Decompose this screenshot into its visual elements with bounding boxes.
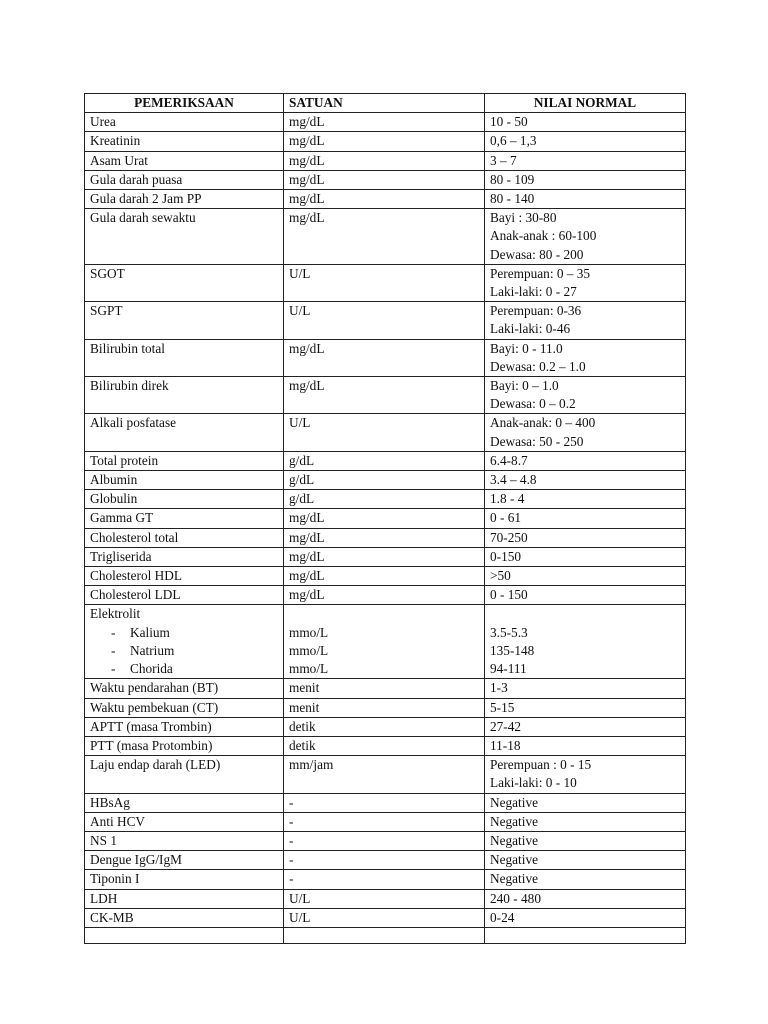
unit-cell (284, 698, 485, 717)
unit-cell-line: mg/dL (289, 340, 325, 356)
normal-value-cell-line: 1.8 - 4 (490, 491, 525, 507)
test-name-cell (85, 851, 284, 870)
sub-item (90, 642, 283, 660)
normal-value-cell-line: 80 - 109 (490, 171, 535, 187)
lab-reference-table (84, 93, 686, 944)
normal-value-cell-line: Laki-laki: 0 - 10 (490, 775, 577, 791)
normal-value-cell-line: Dewasa: 0.2 – 1.0 (490, 358, 586, 374)
normal-value-cell-line: 1-3 (490, 680, 508, 696)
normal-value-cell (485, 490, 686, 509)
test-name-cell (85, 567, 284, 586)
normal-value-cell-line: >50 (490, 568, 511, 584)
unit-cell (284, 377, 485, 414)
unit-cell-line: menit (289, 699, 320, 715)
normal-value-cell (485, 567, 686, 586)
unit-cell (284, 190, 485, 209)
normal-value-cell-line: 94-111 (490, 661, 527, 677)
test-name-cell (85, 793, 284, 812)
unit-cell-line: mm/jam (289, 757, 334, 773)
test-name-cell (85, 889, 284, 908)
test-name-cell (85, 736, 284, 755)
normal-value-cell (485, 605, 686, 679)
unit-cell-line: mg/dL (289, 152, 325, 168)
normal-value-cell (485, 756, 686, 793)
test-name-cell (85, 132, 284, 151)
test-name-cell-line: Gamma GT (90, 510, 154, 526)
normal-value-cell (485, 851, 686, 870)
test-name-cell-line: Trigliserida (90, 548, 152, 564)
unit-cell (284, 736, 485, 755)
test-name-cell (85, 509, 284, 528)
empty-cell (284, 927, 485, 943)
test-name-cell-line: Cholesterol total (90, 529, 179, 545)
test-name-cell-line: NS 1 (90, 832, 117, 848)
test-name-cell (85, 908, 284, 927)
sub-item (90, 660, 283, 678)
unit-cell-line: - (289, 794, 294, 810)
empty-cell (85, 927, 284, 943)
test-name-cell (85, 170, 284, 189)
test-name-cell-line: Asam Urat (90, 152, 148, 168)
normal-value-cell-line: Laki-laki: 0-46 (490, 321, 571, 337)
table-row (85, 509, 686, 528)
normal-value-cell-line: 70-250 (490, 529, 528, 545)
unit-cell-line: mg/dL (289, 133, 325, 149)
test-name-cell (85, 113, 284, 132)
normal-value-cell-line: 135-148 (490, 642, 535, 658)
normal-value-cell-line (490, 605, 685, 623)
normal-value-cell (485, 509, 686, 528)
table-row (85, 528, 686, 547)
normal-value-cell-line: Anak-anak: 0 – 400 (490, 415, 596, 431)
table-row (85, 209, 686, 265)
unit-cell (284, 908, 485, 927)
test-name-cell-line: SGOT (90, 265, 125, 281)
unit-cell-line: U/L (289, 303, 311, 319)
normal-value-cell-line: 3.4 – 4.8 (490, 472, 537, 488)
table-body (85, 113, 686, 944)
normal-value-cell (485, 209, 686, 265)
sub-item-label: Chorida (130, 661, 173, 677)
test-name-cell (85, 756, 284, 793)
normal-value-cell-line: 27-42 (490, 718, 522, 734)
unit-cell (284, 113, 485, 132)
unit-cell-line: mg/dL (289, 529, 325, 545)
normal-value-cell-line: Negative (490, 832, 538, 848)
normal-value-cell (485, 717, 686, 736)
test-name-cell (85, 547, 284, 566)
table-row (85, 698, 686, 717)
normal-value-cell-line: 0 - 150 (490, 587, 528, 603)
normal-value-cell (485, 831, 686, 850)
normal-value-cell-line: Bayi : 30-80 (490, 210, 557, 226)
empty-row (85, 927, 686, 943)
unit-cell-line: mg/dL (289, 510, 325, 526)
table-header-row (85, 94, 686, 113)
unit-cell-line: - (289, 852, 294, 868)
test-name-cell (85, 190, 284, 209)
test-name-cell (85, 870, 284, 889)
table-row (85, 151, 686, 170)
unit-cell (284, 302, 485, 339)
normal-value-cell-line: Negative (490, 813, 538, 829)
unit-cell-line: mg/dL (289, 587, 325, 603)
table-row (85, 793, 686, 812)
normal-value-cell-line: Perempuan: 0-36 (490, 303, 582, 319)
test-name-cell (85, 151, 284, 170)
table-row (85, 190, 686, 209)
test-name-cell (85, 528, 284, 547)
normal-value-cell (485, 471, 686, 490)
table-row (85, 851, 686, 870)
test-name-cell (85, 302, 284, 339)
normal-value-cell-line: 0-24 (490, 909, 515, 925)
unit-cell (284, 528, 485, 547)
test-name-cell (85, 831, 284, 850)
table-row (85, 908, 686, 927)
unit-cell-line: mmo/L (289, 624, 329, 640)
unit-cell-line: mmo/L (289, 661, 329, 677)
normal-value-cell-line: 11-18 (490, 737, 521, 753)
table-row (85, 302, 686, 339)
unit-cell-line: mg/dL (289, 548, 325, 564)
sub-item-label: Natrium (130, 642, 175, 658)
test-name-cell-line: Waktu pendarahan (BT) (90, 680, 219, 696)
test-name-cell-line: Total protein (90, 452, 159, 468)
sub-item (90, 624, 283, 642)
normal-value-cell (485, 889, 686, 908)
normal-value-cell-line: 240 - 480 (490, 890, 541, 906)
normal-value-cell (485, 908, 686, 927)
table-row (85, 113, 686, 132)
table-row (85, 756, 686, 793)
normal-value-cell (485, 132, 686, 151)
unit-cell-line: g/dL (289, 452, 315, 468)
test-name-cell (85, 339, 284, 376)
normal-value-cell (485, 547, 686, 566)
normal-value-cell (485, 339, 686, 376)
unit-cell-line: U/L (289, 909, 311, 925)
unit-cell-line: mmo/L (289, 642, 329, 658)
table-row (85, 567, 686, 586)
unit-cell (284, 717, 485, 736)
unit-cell (284, 509, 485, 528)
table-row (85, 170, 686, 189)
header-nilai-normal: NILAI NORMAL (485, 94, 686, 113)
test-name-cell (85, 414, 284, 451)
normal-value-cell (485, 414, 686, 451)
unit-cell (284, 414, 485, 451)
test-name-cell (85, 698, 284, 717)
test-name-cell-line: Cholesterol HDL (90, 568, 182, 584)
unit-cell-line (289, 605, 484, 623)
test-name-cell-line: Anti HCV (90, 813, 146, 829)
unit-cell-line: mg/dL (289, 378, 325, 394)
normal-value-cell (485, 113, 686, 132)
normal-value-cell (485, 302, 686, 339)
test-name-cell (85, 586, 284, 605)
unit-cell (284, 605, 485, 679)
unit-cell (284, 793, 485, 812)
normal-value-cell-line: Bayi: 0 - 11.0 (490, 340, 563, 356)
test-name-cell (85, 679, 284, 698)
header-pemeriksaan: PEMERIKSAAN (85, 94, 284, 113)
normal-value-cell-line: Negative (490, 871, 538, 887)
test-name-cell-line: Alkali posfatase (90, 415, 177, 431)
test-name-cell-line: Bilirubin direk (90, 378, 169, 394)
normal-value-cell-line: Dewasa: 50 - 250 (490, 433, 584, 449)
test-name-cell-line: PTT (masa Protombin) (90, 737, 213, 753)
test-name-cell-line: Laju endap darah (LED) (90, 757, 221, 773)
unit-cell (284, 679, 485, 698)
test-name-cell-line: Albumin (90, 472, 138, 488)
test-name-cell (85, 209, 284, 265)
table-row (85, 547, 686, 566)
unit-cell (284, 870, 485, 889)
table-row (85, 605, 686, 679)
test-name-cell-line: HBsAg (90, 794, 130, 810)
normal-value-cell-line: Negative (490, 852, 538, 868)
table-row (85, 586, 686, 605)
unit-cell (284, 889, 485, 908)
unit-cell (284, 756, 485, 793)
unit-cell-line: mg/dL (289, 191, 325, 207)
normal-value-cell-line: 0 - 61 (490, 510, 522, 526)
normal-value-cell (485, 170, 686, 189)
unit-cell (284, 339, 485, 376)
sub-item-dash: - (111, 661, 116, 677)
normal-value-cell-line: Laki-laki: 0 - 27 (490, 284, 577, 300)
normal-value-cell-line: 0-150 (490, 548, 522, 564)
unit-cell-line: - (289, 871, 294, 887)
normal-value-cell (485, 151, 686, 170)
normal-value-cell-line: Bayi: 0 – 1.0 (490, 378, 559, 394)
unit-cell-line: U/L (289, 265, 311, 281)
table-row (85, 870, 686, 889)
table-row (85, 414, 686, 451)
unit-cell-line: g/dL (289, 491, 315, 507)
normal-value-cell (485, 736, 686, 755)
normal-value-cell-line: Dewasa: 0 – 0.2 (490, 396, 576, 412)
normal-value-cell (485, 264, 686, 301)
unit-cell (284, 851, 485, 870)
test-name-cell (85, 264, 284, 301)
normal-value-cell-line: Dewasa: 80 - 200 (490, 246, 584, 262)
unit-cell (284, 490, 485, 509)
table-row (85, 679, 686, 698)
table-row (85, 736, 686, 755)
test-name-cell (85, 490, 284, 509)
test-name-cell (85, 605, 284, 679)
normal-value-cell-line: 3 – 7 (490, 152, 517, 168)
normal-value-cell (485, 190, 686, 209)
unit-cell (284, 451, 485, 470)
test-name-cell-line: LDH (90, 890, 118, 906)
table-row (85, 717, 686, 736)
unit-cell-line: detik (289, 737, 316, 753)
table-row (85, 377, 686, 414)
normal-value-cell (485, 793, 686, 812)
table-row (85, 451, 686, 470)
test-name-cell-line: Gula darah sewaktu (90, 210, 196, 226)
test-name-cell-line: Tiponin I (90, 871, 140, 887)
unit-cell-line: mg/dL (289, 210, 325, 226)
test-name-cell-line: Urea (90, 114, 116, 130)
normal-value-cell-line: Perempuan: 0 – 35 (490, 265, 591, 281)
normal-value-cell (485, 870, 686, 889)
normal-value-cell (485, 377, 686, 414)
table-row (85, 339, 686, 376)
table-row (85, 132, 686, 151)
table-row (85, 812, 686, 831)
test-name-cell-line: Dengue IgG/IgM (90, 852, 182, 868)
test-name-cell-line: Globulin (90, 491, 138, 507)
normal-value-cell-line: Negative (490, 794, 538, 810)
test-name-cell (85, 471, 284, 490)
normal-value-cell (485, 451, 686, 470)
test-name-cell-line: Elektrolit (90, 606, 141, 622)
unit-cell (284, 831, 485, 850)
normal-value-cell (485, 528, 686, 547)
test-name-cell-line: Gula darah puasa (90, 171, 183, 187)
table-row (85, 264, 686, 301)
test-name-cell (85, 451, 284, 470)
unit-cell (284, 151, 485, 170)
test-name-cell-line: CK-MB (90, 909, 134, 925)
test-name-cell-line: Bilirubin total (90, 340, 165, 356)
unit-cell-line: menit (289, 680, 320, 696)
unit-cell (284, 264, 485, 301)
unit-cell-line: - (289, 832, 294, 848)
table-row (85, 889, 686, 908)
unit-cell (284, 547, 485, 566)
normal-value-cell-line: Perempuan : 0 - 15 (490, 757, 592, 773)
unit-cell (284, 586, 485, 605)
unit-cell (284, 471, 485, 490)
normal-value-cell (485, 679, 686, 698)
unit-cell-line: U/L (289, 415, 311, 431)
normal-value-cell-line: 3.5-5.3 (490, 624, 528, 640)
test-name-cell (85, 812, 284, 831)
test-name-cell-line: Kreatinin (90, 133, 141, 149)
normal-value-cell-line: 80 - 140 (490, 191, 535, 207)
unit-cell-line: detik (289, 718, 316, 734)
normal-value-cell-line: 0,6 – 1,3 (490, 133, 537, 149)
sub-item-label: Kalium (130, 624, 170, 640)
test-name-cell (85, 377, 284, 414)
table-row (85, 471, 686, 490)
normal-value-cell (485, 586, 686, 605)
normal-value-cell (485, 698, 686, 717)
unit-cell-line: mg/dL (289, 114, 325, 130)
normal-value-cell (485, 812, 686, 831)
sub-item-dash: - (111, 624, 116, 640)
test-name-cell-line: APTT (masa Trombin) (90, 718, 212, 734)
header-satuan: SATUAN (284, 94, 485, 113)
unit-cell-line: - (289, 813, 294, 829)
unit-cell-line: U/L (289, 890, 311, 906)
table-row (85, 490, 686, 509)
unit-cell-line: g/dL (289, 472, 315, 488)
unit-cell (284, 209, 485, 265)
empty-cell (485, 927, 686, 943)
test-name-cell-line: Cholesterol LDL (90, 587, 181, 603)
unit-cell (284, 132, 485, 151)
table-row (85, 831, 686, 850)
normal-value-cell-line: Anak-anak : 60-100 (490, 228, 597, 244)
normal-value-cell-line: 6.4-8.7 (490, 452, 528, 468)
unit-cell (284, 812, 485, 831)
unit-cell (284, 567, 485, 586)
unit-cell-line: mg/dL (289, 568, 325, 584)
test-name-cell-line: Gula darah 2 Jam PP (90, 191, 202, 207)
sub-item-dash: - (111, 642, 116, 658)
test-name-cell-line: Waktu pembekuan (CT) (90, 699, 219, 715)
test-name-cell (85, 717, 284, 736)
normal-value-cell-line: 5-15 (490, 699, 515, 715)
normal-value-cell-line: 10 - 50 (490, 114, 528, 130)
unit-cell (284, 170, 485, 189)
test-name-cell-line: SGPT (90, 303, 123, 319)
unit-cell-line: mg/dL (289, 171, 325, 187)
